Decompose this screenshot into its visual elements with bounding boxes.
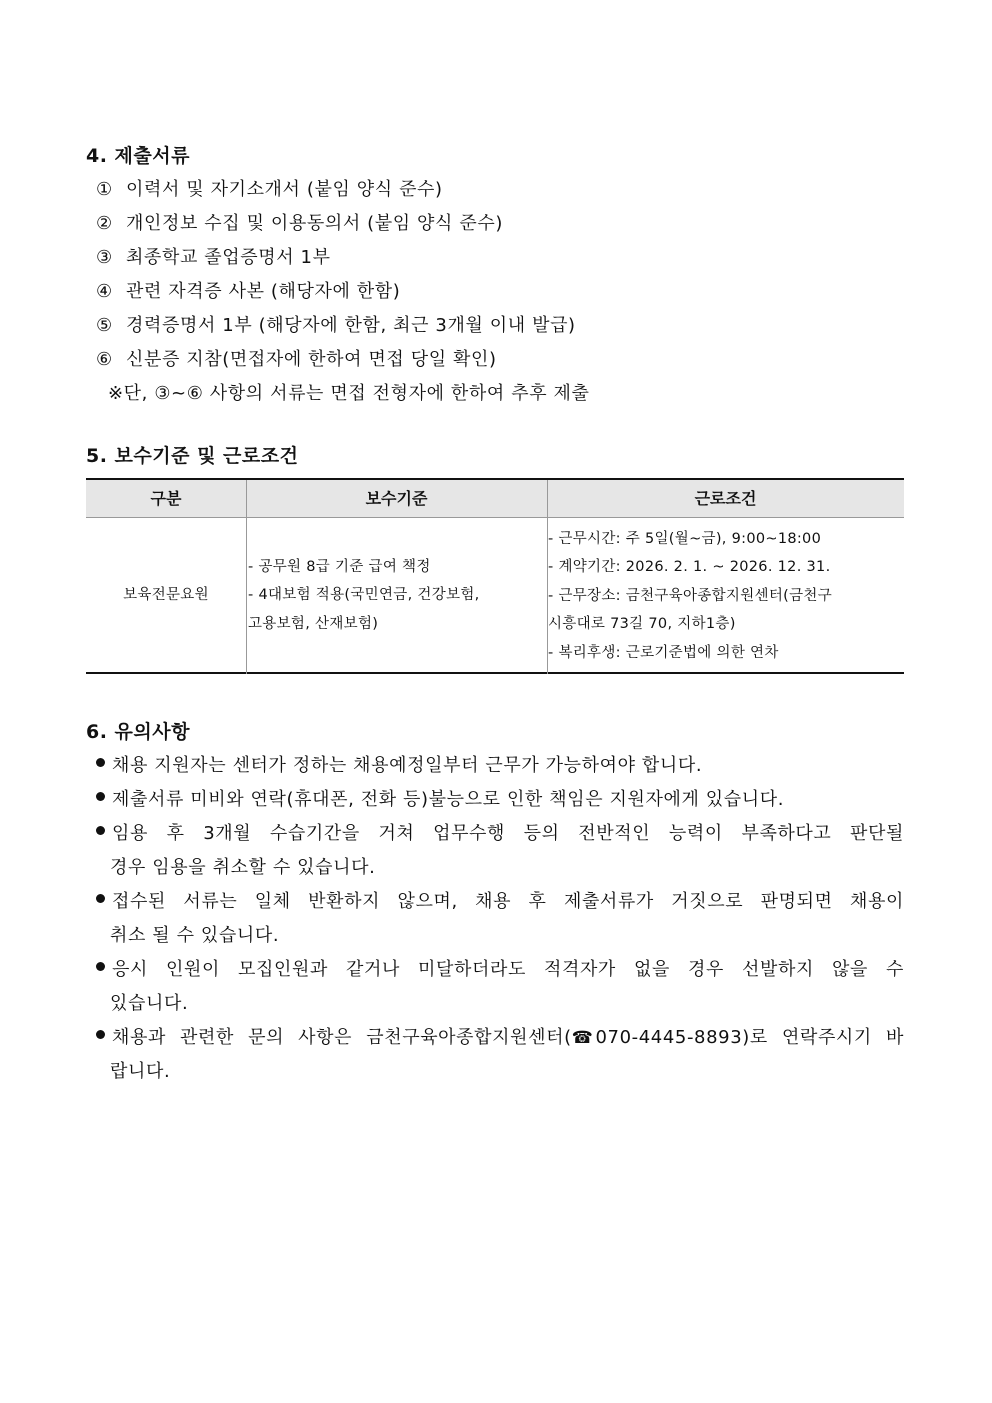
notice-item-continued: 있습니다. bbox=[110, 993, 189, 1014]
header-conditions: 근로조건 bbox=[694, 489, 757, 508]
notice-item: 제출서류 미비와 연락(휴대폰, 전화 등)불능으로 인한 책임은 지원자에게 있습니다. bbox=[112, 789, 785, 810]
notice-item-continued: 취소 될 수 있습니다. bbox=[110, 925, 280, 946]
pay-conditions-table bbox=[86, 478, 904, 674]
header-pay: 보수기준 bbox=[365, 489, 428, 508]
contact-phone: 070-4445-8893 bbox=[595, 1027, 743, 1048]
notice-item: 임용 후 3개월 수습기간을 거쳐 업무수행 등의 전반적인 능력이 부족하다고 판단될 bbox=[112, 823, 904, 844]
bullet-icon bbox=[96, 792, 105, 801]
bullet-icon bbox=[96, 894, 105, 903]
bullet-icon bbox=[96, 826, 105, 835]
category-cell: 보육전문요원 bbox=[123, 587, 209, 603]
notice-item: 응시 인원이 모집인원과 같거나 미달하더라도 적격자가 없을 경우 선발하지 않을 수 bbox=[112, 959, 904, 980]
bullet-icon bbox=[96, 1030, 105, 1039]
conditions-cell: - 근무시간: 주 5일(월~금), 9:00~18:00 - 계약기간: 2026. 2. 1. ~ 2026. 12. 31. - 근무장소: 금천구육아종합지원센터(금천구 시흥대로 73길 70, 지하1층) - 복리후생: 근로기준법에 의한 연차 bbox=[548, 531, 833, 661]
notice-item: 접수된 서류는 일체 반환하지 않으며, 채용 후 제출서류가 거짓으로 판명되면 채용이 bbox=[112, 891, 904, 912]
section-5-title: 5. 보수기준 및 근로조건 bbox=[86, 445, 299, 467]
document-list-item: ② 개인정보 수집 및 이용동의서 (붙임 양식 준수) bbox=[96, 213, 503, 234]
header-category: 구분 bbox=[150, 489, 182, 508]
phone-icon: ☎ bbox=[571, 1028, 594, 1048]
document-list-item: ⑤ 경력증명서 1부 (해당자에 한함, 최근 3개월 이내 발급) bbox=[96, 315, 576, 336]
bullet-icon bbox=[96, 758, 105, 767]
pay-cell: - 공무원 8급 기준 급여 책정 - 4대보험 적용(국민연금, 건강보험, 고용보험, 산재보험) bbox=[248, 559, 480, 632]
document-list-item: ③ 최종학교 졸업증명서 1부 bbox=[96, 247, 331, 268]
document-list-item: ④ 관련 자격증 사본 (해당자에 한함) bbox=[96, 281, 401, 302]
contact-notice: 채용과 관련한 문의 사항은 금천구육아종합지원센터(☎ 070-4445-8893)로 연락주시기 바 bbox=[112, 1027, 904, 1048]
submission-note: ※단, ③~⑥ 사항의 서류는 면접 전형자에 한하여 추후 제출 bbox=[108, 383, 590, 404]
notice-item: 채용 지원자는 센터가 정하는 채용예정일부터 근무가 가능하여야 합니다. bbox=[112, 755, 703, 776]
document-list-item: ⑥ 신분증 지참(면접자에 한하여 면접 당일 확인) bbox=[96, 349, 497, 370]
column-divider bbox=[246, 480, 247, 674]
section-4-title: 4. 제출서류 bbox=[86, 145, 190, 167]
document-list-item: ① 이력서 및 자기소개서 (붙임 양식 준수) bbox=[96, 179, 443, 200]
section-6-title: 6. 유의사항 bbox=[86, 721, 190, 743]
notice-item-continued: 랍니다. bbox=[110, 1061, 171, 1082]
bullet-icon bbox=[96, 962, 105, 971]
notice-item-continued: 경우 임용을 취소할 수 있습니다. bbox=[110, 857, 376, 878]
table-header-row bbox=[86, 480, 904, 518]
